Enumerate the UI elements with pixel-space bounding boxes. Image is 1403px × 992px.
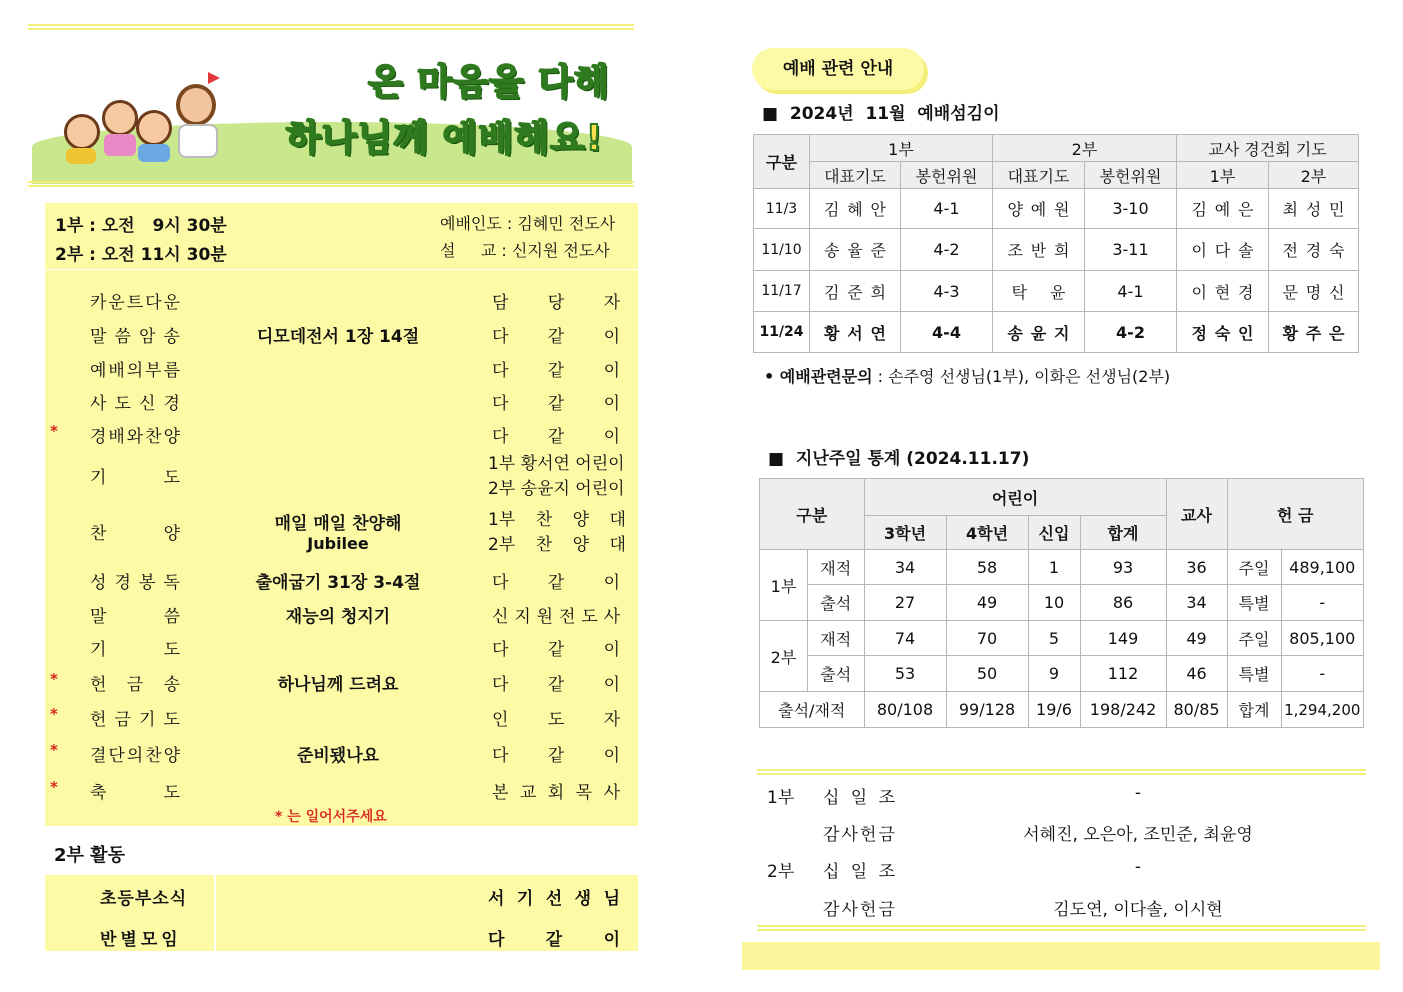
stats-cell: 53 xyxy=(864,656,946,692)
stats-cell: 49 xyxy=(1166,621,1227,656)
duty-name: 양 예 원 xyxy=(1007,200,1070,219)
order-item: 결 단 의 찬 양 xyxy=(90,746,180,766)
stats-cell: 93 xyxy=(1080,550,1166,585)
stats-header-kids: 어린이 xyxy=(864,479,1166,516)
order-person: 다 같 이 xyxy=(492,361,620,381)
stats-cell: 58 xyxy=(946,550,1028,585)
order-person: 다 같 이 xyxy=(492,327,620,347)
duty-name: 송 윤 지 xyxy=(1007,323,1070,343)
offering-type: 십 일 조 xyxy=(823,862,895,882)
stats-header-teacher: 교사 xyxy=(1166,479,1227,550)
stats-cell: 805,100 xyxy=(1281,621,1363,656)
duty-name: 이 현 경 xyxy=(1191,282,1254,302)
stats-cell: 주일 xyxy=(1227,550,1281,585)
duty-name: 황 주 은 xyxy=(1282,323,1345,343)
order-person: 다 같 이 xyxy=(492,573,620,593)
stats-part-label: 2부 xyxy=(760,621,808,692)
stats-cell: 34 xyxy=(1166,585,1227,621)
order-person: 본 교 회 목 사 xyxy=(492,783,620,803)
stats-cell: 출석 xyxy=(808,656,865,692)
stats-cell: 합계 xyxy=(1227,692,1281,728)
stats-cell: 출석 xyxy=(808,585,865,621)
duty-name: 김 예 은 xyxy=(1191,200,1254,219)
stats-header-gubun: 구분 xyxy=(760,479,865,550)
duty-header-t2: 2부 xyxy=(1269,162,1359,189)
stats-header-sum: 합계 xyxy=(1080,516,1166,550)
duty-name: 김 혜 안 xyxy=(824,200,886,219)
stand-marker: * xyxy=(50,741,58,759)
stats-total-label: 출석/재적 xyxy=(760,692,865,728)
order-item: 기 도 xyxy=(90,468,180,488)
order-person: 다 같 이 xyxy=(492,427,620,447)
offering-type: 감 사 헌 금 xyxy=(823,900,895,920)
duty-cell: 3-11 xyxy=(1085,229,1177,271)
stats-header-new: 신입 xyxy=(1028,516,1080,550)
order-item: 예 배 의 부 름 xyxy=(90,361,180,381)
stats-header-g4: 4학년 xyxy=(946,516,1028,550)
duty-cell: 11/24 xyxy=(754,312,810,353)
order-item: 사 도 신 경 xyxy=(90,394,180,414)
order-person: 신 지 원 전 도 사 xyxy=(492,607,620,627)
service-time-1: 1부 : 오전 9시 30분 xyxy=(55,216,227,236)
order-item: 말 씀 xyxy=(90,607,180,627)
duty-header-p1: 1부 xyxy=(810,135,993,162)
order-item: 경 배 와 찬 양 xyxy=(90,427,180,447)
order-content: 준비됐나요 xyxy=(296,746,380,766)
stats-cell: 10 xyxy=(1028,585,1080,621)
activity-person-2: 다 같 이 xyxy=(488,930,620,950)
stand-note: * 는 일어서주세요 xyxy=(275,809,387,825)
duty-cell: 4-4 xyxy=(901,312,993,353)
duty-header-usher: 봉헌위원 xyxy=(1085,162,1177,189)
contact-label: • 예배관련문의 xyxy=(764,367,873,386)
order-person: 인 도 자 xyxy=(492,710,620,730)
stats-cell: 1,294,200 xyxy=(1281,692,1363,728)
stats-cell: 19/6 xyxy=(1028,692,1080,728)
duty-name: 문 명 신 xyxy=(1282,282,1345,302)
offering-type: 감 사 헌 금 xyxy=(823,825,895,845)
stats-cell: 9 xyxy=(1028,656,1080,692)
order-item: 찬 양 xyxy=(90,524,180,544)
stats-cell: - xyxy=(1281,585,1363,621)
order-person-line: 2부 송윤지 어린이 xyxy=(488,479,625,499)
duty-header-t1: 1부 xyxy=(1177,162,1269,189)
preacher: 설 교 : 신지원 전도사 xyxy=(440,241,610,260)
duty-cell: 11/17 xyxy=(754,271,810,312)
order-person: 다 같 이 xyxy=(492,394,620,414)
duty-header-teacher: 교사 경건회 기도 xyxy=(1177,135,1359,162)
stand-marker: * xyxy=(50,670,58,688)
stand-marker: * xyxy=(50,705,58,723)
order-content: 출애굽기 31장 3-4절 xyxy=(255,573,421,593)
duty-name: 정 숙 인 xyxy=(1191,323,1254,343)
service-time-2: 2부 : 오전 11시 30분 xyxy=(55,245,227,265)
stats-cell: 특별 xyxy=(1227,656,1281,692)
stats-title: ■ 지난주일 통계 (2024.11.17) xyxy=(768,449,1030,469)
stats-cell: 74 xyxy=(864,621,946,656)
duty-cell: 4-3 xyxy=(901,271,993,312)
banner-line1: 온 마음을 다해 xyxy=(368,62,610,103)
duty-cell: 4-1 xyxy=(901,189,993,229)
order-item: 말 씀 암 송 xyxy=(90,327,180,347)
order-content-line2: Jubilee xyxy=(307,534,369,553)
order-content: 하나님께 드려요 xyxy=(277,675,399,695)
stand-marker: * xyxy=(50,778,58,796)
stats-cell: 86 xyxy=(1080,585,1166,621)
offering-type: 십 일 조 xyxy=(823,788,895,808)
stats-cell: 특별 xyxy=(1227,585,1281,621)
stats-cell: - xyxy=(1281,656,1363,692)
duty-name: 조 반 희 xyxy=(1007,241,1070,260)
banner-line2: 하나님께 예배해요! xyxy=(286,118,604,159)
stats-cell: 36 xyxy=(1166,550,1227,585)
order-item: 헌 금 송 xyxy=(90,675,180,695)
activity-person-1: 서 기 선 생 님 xyxy=(488,889,620,909)
order-item: 축 도 xyxy=(90,783,180,803)
stand-marker: * xyxy=(50,422,58,440)
contact-value: : 손주영 선생님(1부), 이화은 선생님(2부) xyxy=(872,367,1171,386)
duty-name: 전 경 숙 xyxy=(1282,241,1345,260)
worship-leader: 예배인도 : 김혜민 전도사 xyxy=(440,214,616,233)
duty-title: ■ 2024년 11월 예배섬김이 xyxy=(762,104,1000,124)
stats-cell: 80/85 xyxy=(1166,692,1227,728)
order-item: 카 운 트 다 운 xyxy=(90,293,180,313)
duty-name: 이 다 솔 xyxy=(1191,241,1254,260)
stats-part-label: 1부 xyxy=(760,550,808,621)
order-person: 다 같 이 xyxy=(492,640,620,660)
stats-header-g3: 3학년 xyxy=(864,516,946,550)
duty-name: 탁 윤 xyxy=(1011,282,1066,302)
stats-header-offering: 헌 금 xyxy=(1227,479,1363,550)
stats-cell: 489,100 xyxy=(1281,550,1363,585)
worship-info-tag: 예배 관련 안내 xyxy=(752,48,924,90)
duty-cell: 11/10 xyxy=(754,229,810,271)
duty-name: 최 성 민 xyxy=(1282,200,1345,219)
stats-cell: 80/108 xyxy=(864,692,946,728)
duty-name: 황 서 연 xyxy=(824,323,886,343)
offering-names: 서혜진, 오은아, 조민준, 최윤영 xyxy=(1023,825,1253,845)
stats-cell: 27 xyxy=(864,585,946,621)
order-person: 다 같 이 xyxy=(492,675,620,695)
duty-cell: 11/3 xyxy=(754,189,810,229)
offering-part: 1부 xyxy=(767,788,795,808)
duty-header-p2: 2부 xyxy=(993,135,1177,162)
stats-cell: 99/128 xyxy=(946,692,1028,728)
order-item: 성 경 봉 독 xyxy=(90,573,180,593)
duty-header-rep: 대표기도 xyxy=(993,162,1085,189)
duty-header-gubun: 구분 xyxy=(754,135,810,189)
stats-cell: 50 xyxy=(946,656,1028,692)
stats-cell: 70 xyxy=(946,621,1028,656)
order-content: 디모데전서 1장 14절 xyxy=(256,327,420,347)
order-content: 매일 매일 찬양해 Jubilee xyxy=(228,509,448,553)
order-person: 담 당 자 xyxy=(492,293,620,313)
duty-cell: 4-2 xyxy=(1085,312,1177,353)
duty-cell: 4-1 xyxy=(1085,271,1177,312)
duty-header-usher: 봉헌위원 xyxy=(901,162,993,189)
order-person: 다 같 이 xyxy=(492,746,620,766)
order-item: 헌 금 기 도 xyxy=(90,710,180,730)
stats-cell: 5 xyxy=(1028,621,1080,656)
stats-cell: 재적 xyxy=(808,550,865,585)
offering-part: 2부 xyxy=(767,862,795,882)
stats-cell: 주일 xyxy=(1227,621,1281,656)
stats-cell: 149 xyxy=(1080,621,1166,656)
stats-cell: 재적 xyxy=(808,621,865,656)
offering-names: 김도연, 이다솔, 이시현 xyxy=(1053,900,1223,920)
footer-bar xyxy=(742,942,1380,970)
order-person-line: 1부 찬 양 대 xyxy=(488,510,626,530)
stats-cell: 49 xyxy=(946,585,1028,621)
duty-cell: 4-2 xyxy=(901,229,993,271)
offering-names: - xyxy=(1134,857,1142,877)
duty-header-rep: 대표기도 xyxy=(810,162,901,189)
order-person-line: 1부 황서연 어린이 xyxy=(488,454,625,474)
stats-cell: 34 xyxy=(864,550,946,585)
activity-item-1: 초등부소식 xyxy=(100,889,188,909)
activity-title: 2부 활동 xyxy=(54,845,125,866)
duty-cell: 3-10 xyxy=(1085,189,1177,229)
duty-name: 김 준 희 xyxy=(824,282,886,302)
duty-name: 송 율 준 xyxy=(824,241,886,260)
stats-cell: 46 xyxy=(1166,656,1227,692)
activity-item-2: 반별모임 xyxy=(100,930,182,950)
order-item: 기 도 xyxy=(90,640,180,660)
order-person-line: 2부 찬 양 대 xyxy=(488,535,626,555)
offering-bottom-divider xyxy=(757,925,1366,931)
offering-names: - xyxy=(1134,783,1142,803)
stats-cell: 1 xyxy=(1028,550,1080,585)
stats-cell: 198/242 xyxy=(1080,692,1166,728)
order-content: 재능의 청지기 xyxy=(285,607,391,627)
stats-cell: 112 xyxy=(1080,656,1166,692)
